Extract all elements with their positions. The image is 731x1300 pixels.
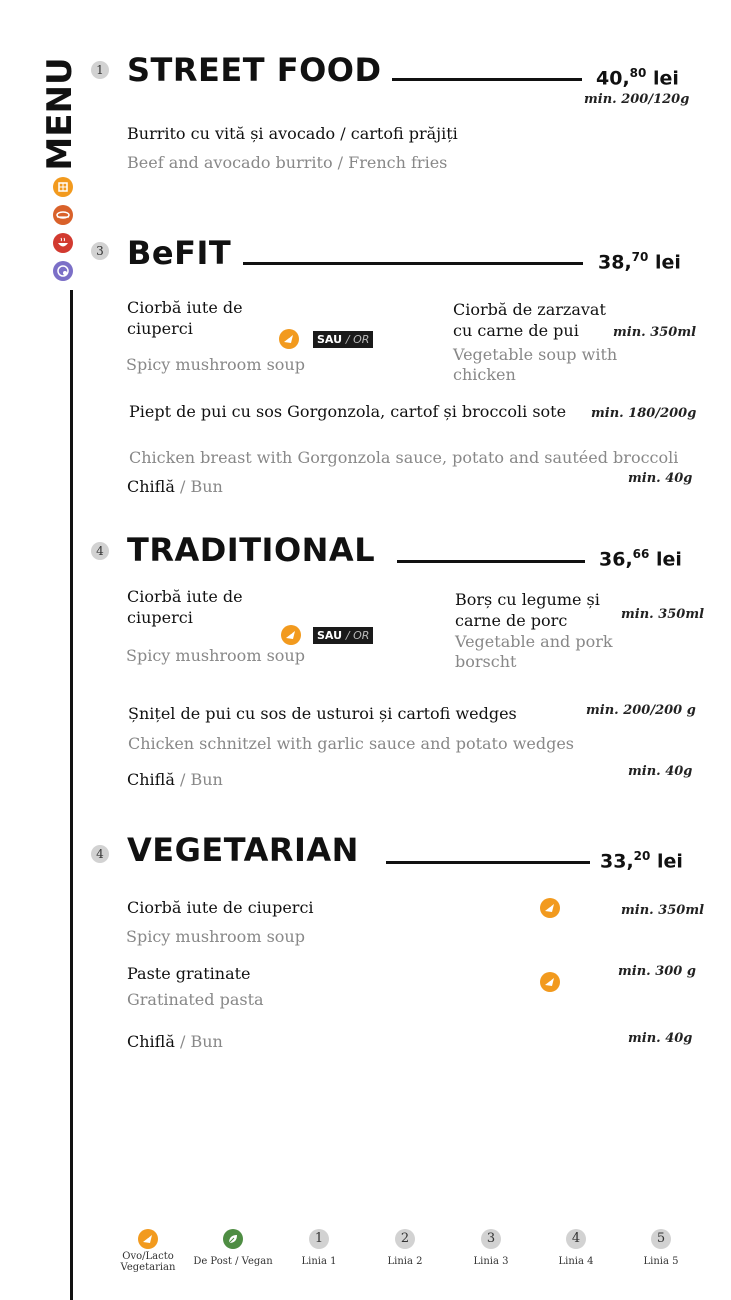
dish-en: Beef and avocado burrito / French fries (127, 153, 448, 172)
soup1-en: Spicy mushroom soup (126, 355, 305, 374)
soup1-ro: ciuperci (127, 608, 193, 627)
legend-line-2-label: Linia 2 (387, 1256, 423, 1267)
main-ro: Șnițel de pui cu sos de usturoi și cartofi wedges (128, 704, 517, 723)
section-title-vegetarian: VEGETARIAN (127, 831, 359, 869)
main-en: Gratinated pasta (127, 990, 264, 1009)
ovo-lacto-vegetarian-icon (279, 329, 299, 349)
bun-portion: min. 40g (628, 1031, 693, 1046)
legend-line-1-label: Linia 1 (301, 1256, 337, 1267)
soup1-ro: ciuperci (127, 319, 193, 338)
soup2-en: chicken (453, 365, 516, 384)
soup-portion: min. 350ml (613, 325, 697, 340)
soup-portion: min. 350ml (621, 903, 705, 918)
price-befit: 38,70 lei (598, 250, 681, 274)
sidebar-vertical-rule (70, 290, 73, 1300)
title-rule (386, 861, 590, 864)
or-badge: SAU / OR (313, 627, 373, 644)
line-badge-4: 4 (91, 542, 109, 560)
legend-vegan-label: De Post / Vegan (193, 1256, 273, 1267)
bun-item: Chiflă / Bun (127, 477, 223, 496)
title-rule (397, 560, 585, 563)
soup-ro: Ciorbă iute de ciuperci (127, 898, 314, 917)
title-rule (392, 78, 582, 81)
ovo-lacto-vegetarian-icon (281, 625, 301, 645)
soup1-ro: Ciorbă iute de (127, 298, 243, 317)
soup2-ro: carne de porc (455, 611, 568, 630)
main-portion: min. 300 g (618, 964, 696, 979)
legend-ovo-lacto-icon (138, 1229, 158, 1249)
ovo-lacto-vegetarian-icon (540, 972, 560, 992)
line-badge-4: 4 (91, 845, 109, 863)
main-portion: min. 200/200 g (586, 703, 696, 718)
legend-line-5-badge: 5 (651, 1229, 671, 1249)
soup2-ro: Borș cu legume și (455, 590, 600, 609)
dish-ro: Burrito cu vită și avocado / cartofi prăjiți (127, 124, 458, 143)
price-traditional: 36,66 lei (599, 547, 682, 571)
soup2-ro: cu carne de pui (453, 321, 579, 340)
plate-icon (53, 205, 73, 225)
waffle-icon (53, 177, 73, 197)
menu-label-text: MENU (40, 58, 80, 170)
legend-line-4-badge: 4 (566, 1229, 586, 1249)
menu-vertical-label (34, 58, 86, 170)
line-badge-3: 3 (91, 242, 109, 260)
soup2-en: Vegetable and pork (455, 632, 613, 651)
soup2-en: Vegetable soup with (453, 345, 618, 364)
or-badge: SAU / OR (313, 331, 373, 348)
price-street-food: 40,80 lei (596, 66, 679, 90)
ovo-lacto-vegetarian-icon (540, 898, 560, 918)
title-rule (243, 262, 583, 265)
soup1-ro: Ciorbă iute de (127, 587, 243, 606)
soup2-ro: Ciorbă de zarzavat (453, 300, 606, 319)
soup2-en: borscht (455, 652, 517, 671)
price-vegetarian: 33,20 lei (600, 849, 683, 873)
legend-line-4-label: Linia 4 (558, 1256, 594, 1267)
main-en: Chicken breast with Gorgonzola sauce, potato and sautéed broccoli (129, 448, 679, 467)
legend-vegan-leaf-icon (223, 1229, 243, 1249)
soup1-en: Spicy mushroom soup (126, 646, 305, 665)
legend-line-2-badge: 2 (395, 1229, 415, 1249)
section-title-traditional: TRADITIONAL (127, 531, 376, 569)
legend-line-3-badge: 3 (481, 1229, 501, 1249)
legend-line-1-badge: 1 (309, 1229, 329, 1249)
bun-item: Chiflă / Bun (127, 770, 223, 789)
bun-item: Chiflă / Bun (127, 1032, 223, 1051)
section-title-street-food: STREET FOOD (127, 51, 382, 89)
section-title-befit: BeFIT (127, 234, 232, 272)
legend-line-3-label: Linia 3 (473, 1256, 509, 1267)
bun-portion: min. 40g (628, 471, 693, 486)
line-badge-1: 1 (91, 61, 109, 79)
soup-en: Spicy mushroom soup (126, 927, 305, 946)
main-en: Chicken schnitzel with garlic sauce and potato wedges (128, 734, 575, 753)
bun-portion: min. 40g (628, 764, 693, 779)
dessert-icon (53, 261, 73, 281)
soup-portion: min. 350ml (621, 607, 705, 622)
portion-street-food: min. 200/120g (584, 92, 690, 107)
main-ro: Paste gratinate (127, 964, 251, 983)
soup-bowl-icon (53, 233, 73, 253)
main-portion: min. 180/200g (591, 406, 697, 421)
legend-line-5-label: Linia 5 (643, 1256, 679, 1267)
legend-ovo-lacto-label: Ovo/Lacto Vegetarian (120, 1251, 176, 1273)
main-ro: Piept de pui cu sos Gorgonzola, cartof și broccoli sote (129, 402, 567, 421)
